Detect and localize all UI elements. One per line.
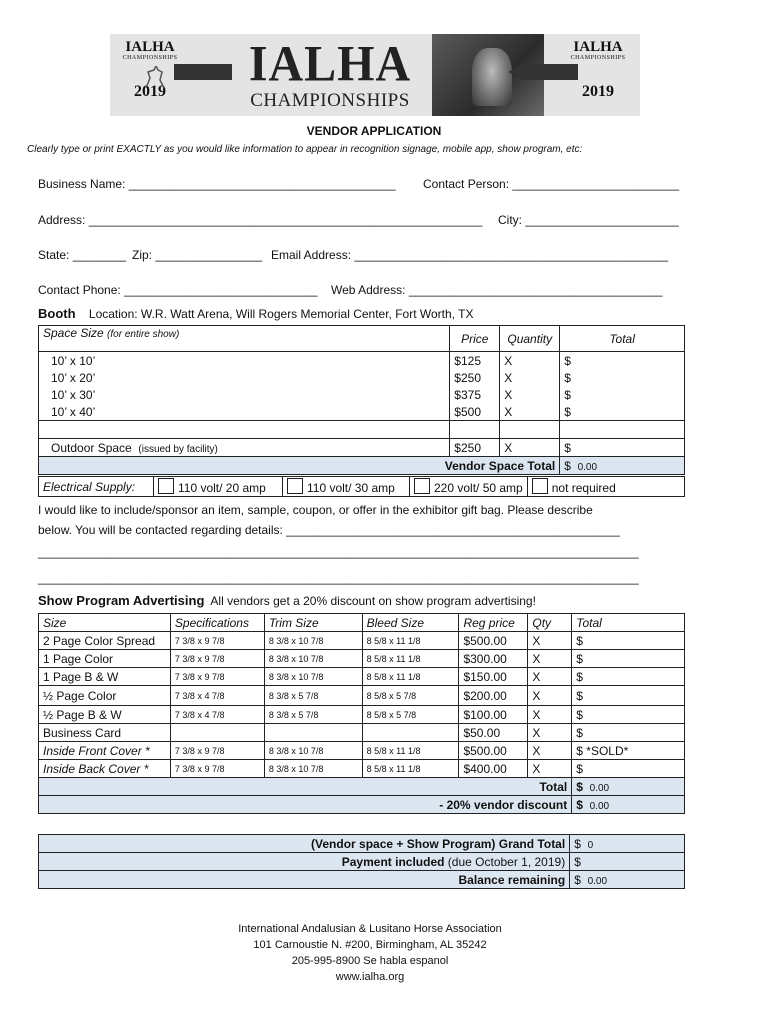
booth-row-outdoor: Outdoor Space (issued by facility) $250 X $: [39, 439, 685, 457]
footer-address: 101 Carnoustie N. #200, Birmingham, AL 35242: [253, 939, 487, 951]
advertising-row: [39, 760, 685, 778]
checkbox-110v-20a[interactable]: [158, 478, 174, 494]
city-field[interactable]: City: _______________________: [498, 213, 679, 227]
advertising-cell-spec: 7 3/8 x 4 7/8: [170, 706, 264, 724]
advertising-cell-total[interactable]: $: [572, 632, 685, 650]
advertising-cell-price: $300.00: [459, 650, 528, 668]
balance-remaining-row: Balance remaining $ 0.00: [39, 871, 685, 889]
state-field[interactable]: State: ________: [38, 248, 127, 262]
advertising-cell-bleed: 8 5/8 x 5 7/8: [362, 706, 459, 724]
footer-phone: 205-995-8900 Se habla espanol: [291, 955, 449, 967]
business-name-field[interactable]: Business Name: ________________________________________: [38, 177, 396, 191]
advertising-cell-price: $100.00: [459, 706, 528, 724]
logo-right: IALHA CHAMPIONSHIPS 2019: [570, 39, 626, 100]
advertising-cell-bleed: 8 5/8 x 11 1/8: [362, 742, 459, 760]
booth-table: Space Size (for entire show) Price Quantity Total 10’ x 10’ $125 X $ 10’ x 20’ $250 X $ 10’ x 30’ $375 X $ 10’ x 40’ $500 X $ Outdoor Space (issued by facility) $250 X $ Vendor Space Total $ 0.00: [38, 325, 685, 475]
booth-row: 10’ x 10’ $125 X $: [39, 352, 685, 370]
advertising-cell-total[interactable]: $ *SOLD*: [572, 742, 685, 760]
advertising-cell-price: $500.00: [459, 742, 528, 760]
advertising-cell-total[interactable]: $: [572, 760, 685, 778]
checkbox-220v-50a[interactable]: [414, 478, 430, 494]
advertising-cell-total[interactable]: $: [572, 668, 685, 686]
advertising-cell-size: 1 Page B & W: [39, 668, 171, 686]
advertising-cell-size: ½ Page Color: [39, 686, 171, 706]
address-field[interactable]: Address: ___________________________________________________________: [38, 213, 483, 227]
advertising-cell-x: X: [528, 686, 572, 706]
arrow-left-graphic: [174, 64, 232, 80]
advertising-cell-trim: 8 3/8 x 10 7/8: [264, 760, 362, 778]
vendor-discount-row: - 20% vendor discount $ 0.00: [39, 796, 685, 814]
header-banner: [110, 34, 640, 116]
instructions: Clearly type or print EXACTLY as you would like information to appear in recognition signage, mobile app, show program, etc:: [27, 144, 583, 155]
advertising-row: [39, 686, 685, 706]
page-title: VENDOR APPLICATION: [306, 124, 442, 138]
horse-rider-icon: [144, 66, 164, 96]
advertising-cell-trim: 8 3/8 x 10 7/8: [264, 632, 362, 650]
advertising-cell-bleed: 8 5/8 x 11 1/8: [362, 650, 459, 668]
advertising-cell-x: X: [528, 724, 572, 742]
vendor-space-total-row: Vendor Space Total $ 0.00: [39, 457, 685, 475]
web-address-field[interactable]: Web Address: ______________________________________: [331, 283, 663, 297]
advertising-cell-total[interactable]: $: [572, 724, 685, 742]
advertising-cell-bleed: [362, 724, 459, 742]
contact-phone-field[interactable]: Contact Phone: _____________________________: [38, 283, 318, 297]
advertising-row: [39, 632, 685, 650]
contact-person-field[interactable]: Contact Person: _________________________: [423, 177, 680, 191]
advertising-cell-size: 1 Page Color: [39, 650, 171, 668]
advertising-cell-trim: 8 3/8 x 5 7/8: [264, 686, 362, 706]
advertising-table: Size Specifications Trim Size Bleed Size Reg price Qty Total 2 Page Color Spread 7 3/8 x 9 7/8 8 3/8 x 10 7/8 8 5/8 x 11 1/8 $500.00 X $ 1 Page Color 7 3/8 x 9 7/8 8 3/8 x 10 7/8 8 5/8 x 11 1/8 $300.00 X $ 1 Page B & W 7 3/8 x 9 7/8 8 3/8 x 10 7/8 8 5/8 x 11 1/8 $150.00 X $ ½ Page Color 7 3/8 x 4 7/8 8 3/8 x 5 7/8 8 5/8 x 5 7/8 $200.00 X $ ½ Page B & W 7 3/8 x 4 7/8 8 3/8 x 5 7/8 8 5/8 x 5 7/8 $100.00 X $ Business Card $50.00 X $ Inside Front Cover * 7 3/8 x 9 7/8 8 3/8 x 10 7/8 8 5/8 x 11 1/8 $500.00 X $ *SOLD* Inside Back Cover * 7 3/8 x 9 7/8 8 3/8 x 10 7/8 8 5/8 x 11 1/8 $400.00 X $ Total $ 0.00 - 20% vendor discount $ 0.00: [38, 613, 685, 814]
advertising-cell-x: X: [528, 668, 572, 686]
advertising-cell-size: Business Card: [39, 724, 171, 742]
advertising-row: [39, 724, 685, 742]
advertising-cell-trim: [264, 724, 362, 742]
advertising-cell-size: ½ Page B & W: [39, 706, 171, 724]
advertising-cell-spec: [170, 724, 264, 742]
advertising-cell-x: X: [528, 760, 572, 778]
footer-website[interactable]: www.ialha.org: [335, 971, 405, 983]
footer-org-name: International Andalusian & Lusitano Horse Association: [238, 923, 502, 935]
advertising-cell-bleed: 8 5/8 x 11 1/8: [362, 632, 459, 650]
banner-title: IALHA CHAMPIONSHIPS: [248, 36, 412, 111]
advertising-cell-x: X: [528, 706, 572, 724]
advertising-cell-trim: 8 3/8 x 5 7/8: [264, 706, 362, 724]
advertising-cell-price: $400.00: [459, 760, 528, 778]
booth-row: 10’ x 30’ $375 X $: [39, 386, 685, 403]
gift-bag-details-field[interactable]: below. You will be contacted regarding details: __________________________________________________: [38, 523, 620, 537]
advertising-cell-bleed: 8 5/8 x 11 1/8: [362, 668, 459, 686]
gift-bag-line[interactable]: __________________________________________________________________________________________: [38, 571, 639, 585]
booth-heading: Booth Location: W.R. Watt Arena, Will Rogers Memorial Center, Fort Worth, TX: [38, 306, 474, 321]
advertising-cell-trim: 8 3/8 x 10 7/8: [264, 668, 362, 686]
advertising-cell-total[interactable]: $: [572, 686, 685, 706]
advertising-heading: Show Program Advertising All vendors get a 20% discount on show program advertising!: [38, 593, 536, 608]
advertising-cell-x: X: [528, 632, 572, 650]
payment-included-row: Payment included (due October 1, 2019) $: [39, 853, 685, 871]
booth-row: 10’ x 20’ $250 X $: [39, 369, 685, 386]
advertising-cell-spec: 7 3/8 x 9 7/8: [170, 760, 264, 778]
advertising-row: [39, 742, 685, 760]
advertising-cell-total[interactable]: $: [572, 650, 685, 668]
advertising-cell-x: X: [528, 742, 572, 760]
gift-bag-text: I would like to include/sponsor an item, sample, coupon, or offer in the exhibitor gift bag. Please describe: [38, 503, 593, 517]
zip-field[interactable]: Zip: ________________: [132, 248, 263, 262]
advertising-row: [39, 650, 685, 668]
advertising-cell-size: Inside Back Cover *: [39, 760, 171, 778]
advertising-cell-bleed: 8 5/8 x 5 7/8: [362, 686, 459, 706]
advertising-cell-price: $150.00: [459, 668, 528, 686]
advertising-cell-total[interactable]: $: [572, 706, 685, 724]
advertising-cell-size: Inside Front Cover *: [39, 742, 171, 760]
advertising-cell-spec: 7 3/8 x 9 7/8: [170, 742, 264, 760]
gift-bag-line[interactable]: __________________________________________________________________________________________: [38, 545, 639, 559]
advertising-row: [39, 706, 685, 724]
advertising-cell-bleed: 8 5/8 x 11 1/8: [362, 760, 459, 778]
grand-total-row: (Vendor space + Show Program) Grand Total $ 0: [39, 835, 685, 853]
advertising-cell-price: $50.00: [459, 724, 528, 742]
checkbox-not-required[interactable]: [532, 478, 548, 494]
electrical-supply-row: Electrical Supply: 110 volt/ 20 amp 110 volt/ 30 amp 220 volt/ 50 amp not required: [38, 476, 685, 497]
advertising-cell-trim: 8 3/8 x 10 7/8: [264, 650, 362, 668]
advertising-cell-size: 2 Page Color Spread: [39, 632, 171, 650]
advertising-cell-spec: 7 3/8 x 9 7/8: [170, 632, 264, 650]
advertising-cell-trim: 8 3/8 x 10 7/8: [264, 742, 362, 760]
logo-left: IALHA CHAMPIONSHIPS 2019: [122, 39, 178, 100]
checkbox-110v-30a[interactable]: [287, 478, 303, 494]
email-field[interactable]: Email Address: _______________________________________________: [271, 248, 669, 262]
advertising-cell-x: X: [528, 650, 572, 668]
advertising-row: [39, 668, 685, 686]
advertising-total-row: Total $ 0.00: [39, 778, 685, 796]
advertising-cell-spec: 7 3/8 x 9 7/8: [170, 668, 264, 686]
advertising-cell-spec: 7 3/8 x 4 7/8: [170, 686, 264, 706]
advertising-cell-price: $500.00: [459, 632, 528, 650]
booth-row: 10’ x 40’ $500 X $: [39, 403, 685, 421]
advertising-cell-price: $200.00: [459, 686, 528, 706]
summary-table: [38, 834, 685, 889]
advertising-cell-spec: 7 3/8 x 9 7/8: [170, 650, 264, 668]
